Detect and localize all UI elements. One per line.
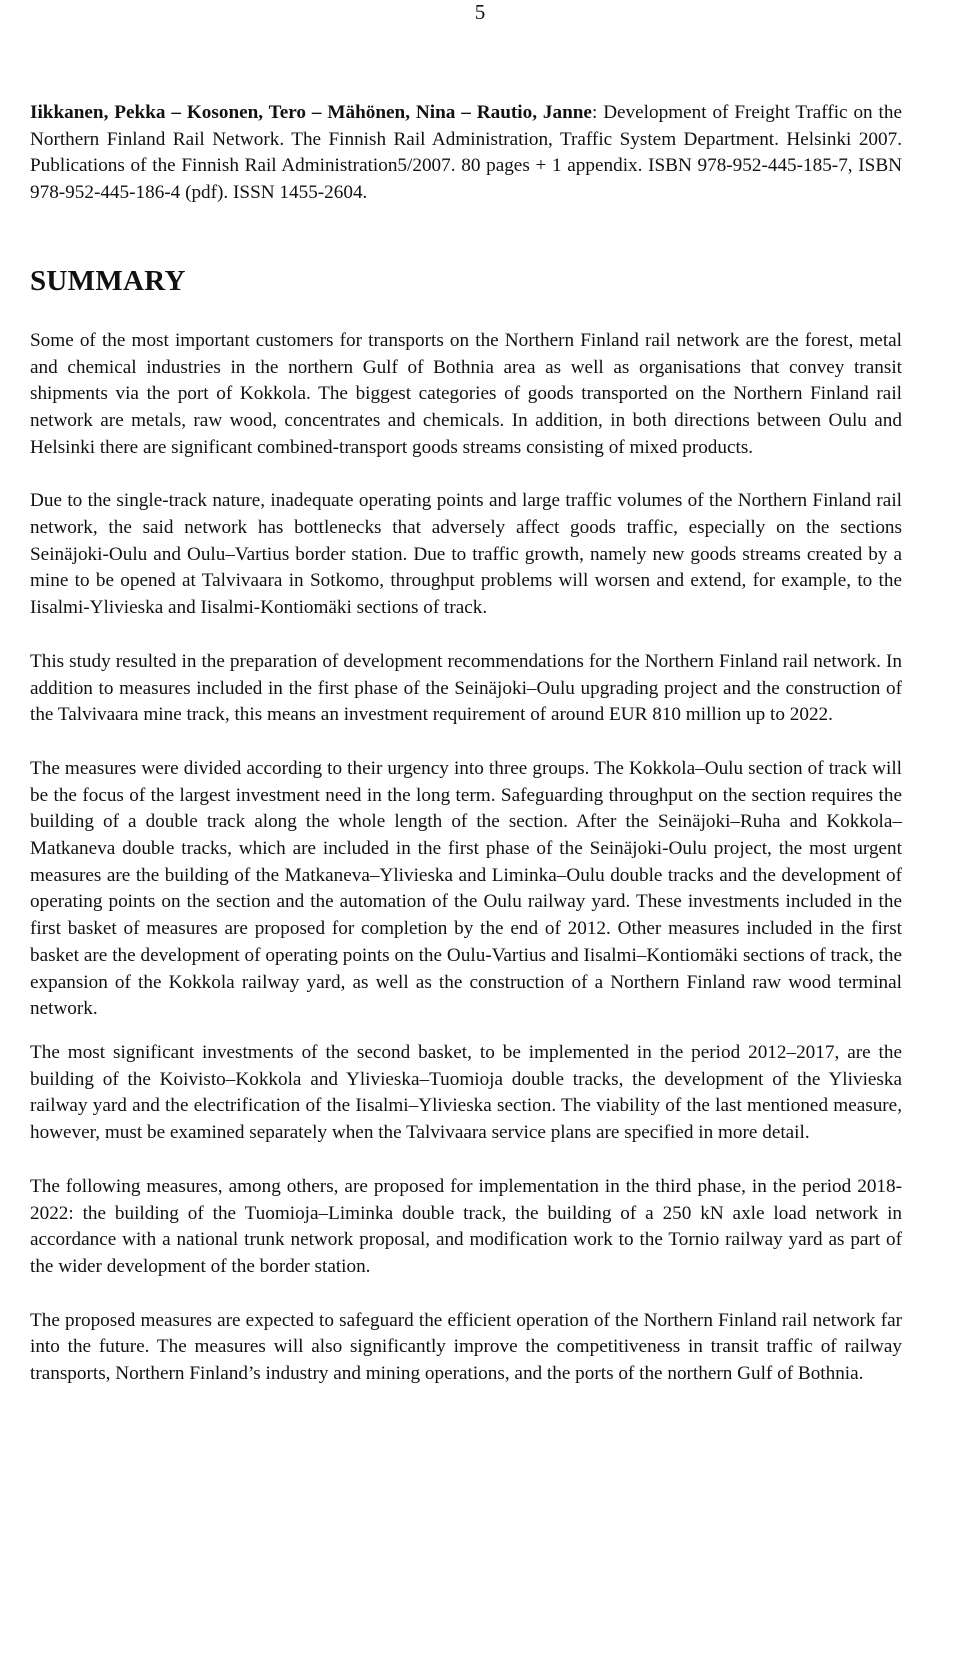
- document-body: [30, 100, 902, 1415]
- summary-paragraph: The most significant investments of the second basket, to be implemented in the period 2012–2017, are the building of the Koivisto–Kokkola and Ylivieska–Tuomioja double tracks, the development of the Ylivieska railway yard and the electrification of the Iisalmi–Ylivieska section. The viability of the last mentioned measure, however, must be examined separately when the Talvivaara service plans are specified in more detail.: [30, 1041, 902, 1144]
- citation-authors: Iikkanen, Pekka – Kosonen, Tero – Mähönen, Nina – Rautio, Janne: [30, 102, 592, 123]
- summary-paragraph: Due to the single-track nature, inadequate operating points and large traffic volumes of the Northern Finland rail network, the said network has bottlenecks that adversely affect goods traffic, especially on the sections Seinäjoki-Oulu and Oulu–Vartius border station. Due to traffic growth, namely new goods streams created by a mine to be opened at Talvivaara in Sotkomo, throughput problems will worsen and extend, for example, to the Iisalmi-Ylivieska and Iisalmi-Kontiomäki sections of track.: [30, 490, 902, 619]
- bibliographic-citation: [30, 100, 902, 207]
- summary-paragraph: The measures were divided according to their urgency into three groups. The Kokkola–Oulu section of track will be the focus of the largest investment need in the long term. Safeguarding throughput on the section requires the building of a double track along the whole length of the section. After the Seinäjoki–Ruha and Kokkola–Matkaneva double tracks, which are included in the first phase of the Seinäjoki-Oulu project, the most urgent measures are the building of the Matkaneva–Ylivieska and Liminka–Oulu double tracks and the development of operating points on the section and the automation of the Oulu railway yard. These investments included in the first basket of measures are proposed for completion by the end of 2012. Other measures included in the first basket are the development of operating points on the Oulu-Vartius and Iisalmi–Kontiomäki sections of track, the expansion of the Kokkola railway yard, as well as the construction of a Northern Finland raw wood terminal network.: [30, 757, 902, 1020]
- summary-paragraph: The proposed measures are expected to safeguard the efficient operation of the Northern Finland rail network far into the future. The measures will also significantly improve the competitiveness in transit traffic of railway transports, Northern Finland’s industry and mining operations, and the ports of the northern Gulf of Bothnia.: [30, 1309, 902, 1385]
- summary-paragraph: This study resulted in the preparation of development recommendations for the Northern Finland rail network. In addition to measures included in the first phase of the Seinäjoki–Oulu upgrading project and the construction of the Talvivaara mine track, this means an investment requirement of around EUR 810 million up to 2022.: [30, 650, 902, 726]
- page-number: 5: [474, 0, 486, 24]
- citation-details: : Development of Freight Traffic on the Northern Finland Rail Network. The Finnish Rail Administration, Traffic System Department. Helsinki 2007. Publications of the Finnish Rail Administration5/2007. 80 pages + 1 appendix. ISBN 978-952-445-185-7, ISBN 978-952-445-186-4 (pdf). ISSN 1455-2604.: [30, 102, 902, 204]
- summary-heading: SUMMARY: [30, 264, 186, 297]
- summary-paragraph: Some of the most important customers for transports on the Northern Finland rail network are the forest, metal and chemical industries in the northern Gulf of Bothnia area as well as organisations that convey transit shipments via the port of Kokkola. The biggest categories of goods transported on the Northern Finland rail network are metals, raw wood, concentrates and chemicals. In addition, in both directions between Oulu and Helsinki there are significant combined-transport goods streams consisting of mixed products.: [30, 329, 902, 458]
- summary-paragraph: The following measures, among others, are proposed for implementation in the third phase, in the period 2018-2022: the building of the Tuomioja–Liminka double track, the building of a 250 kN axle load network in accordance with a national trunk network proposal, and modification work to the Tornio railway yard as part of the wider development of the border station.: [30, 1175, 902, 1277]
